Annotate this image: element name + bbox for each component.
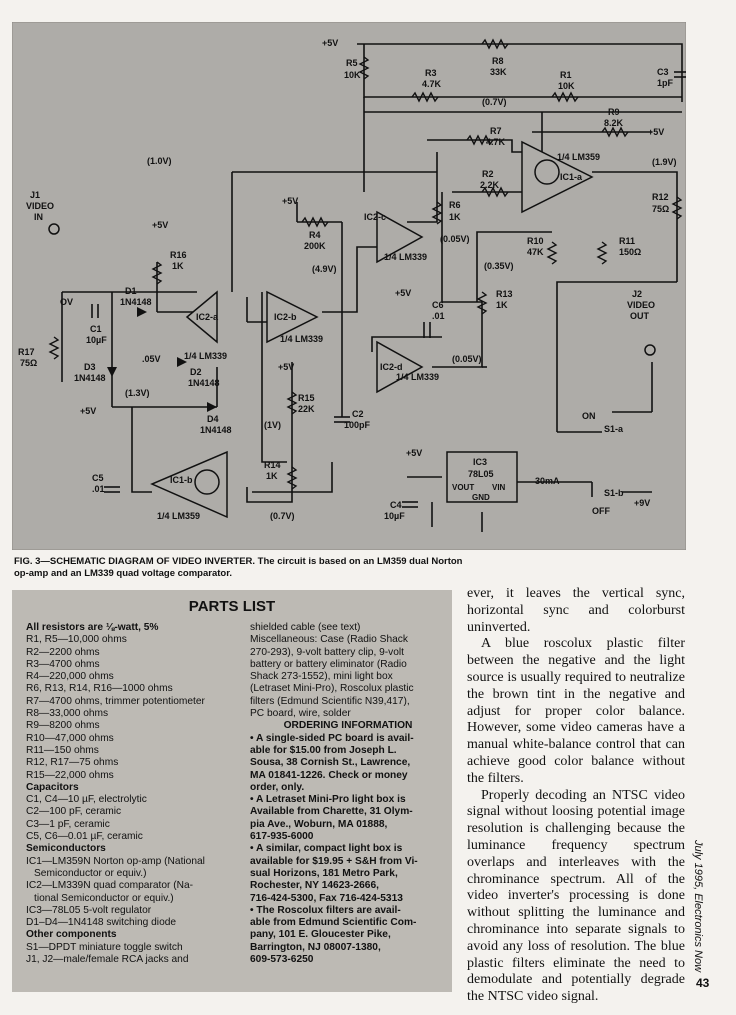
label-r17: R17 — [18, 347, 35, 357]
label-r10-value: 47K — [527, 247, 544, 257]
right-line: Sousa, 38 Cornish St., Lawrence, — [250, 757, 411, 769]
label-current-30ma: 30mA — [535, 476, 560, 486]
label-d3-value: 1N4148 — [74, 373, 106, 383]
left-line: Semiconductor or equiv.) — [34, 867, 147, 879]
label-ic3-gnd: GND — [472, 493, 490, 502]
label-lm339-a: 1/4 LM339 — [184, 351, 228, 361]
label-j2: J2 — [632, 289, 643, 299]
right-line: able from Edmund Scientific Com- — [250, 917, 417, 929]
label-j1: J1 — [30, 190, 41, 200]
label-voltage-1: (1V) — [264, 420, 282, 430]
label-ic1b: IC1-b — [170, 475, 193, 485]
label-r14-value: 1K — [266, 471, 278, 481]
label-r4-value: 200K — [304, 241, 326, 251]
label-r1: R1 — [560, 70, 572, 80]
label-s1a: S1-a — [604, 424, 624, 434]
left-line: R7—4700 ohms, trimmer potentiometer — [26, 695, 205, 707]
right-line: Barrington, NJ 08007-1380, — [250, 941, 381, 953]
page-number: 43 — [696, 976, 710, 990]
left-line: Capacitors — [26, 781, 79, 793]
left-line: R11—150 ohms — [26, 744, 99, 756]
label-j2-video: VIDEO — [627, 300, 656, 310]
left-line: S1—DPDT miniature toggle switch — [26, 941, 183, 953]
label-lm339-c: 1/4 LM339 — [384, 252, 428, 262]
right-line: shielded cable (see text) — [250, 622, 361, 633]
right-line: sual Horizons, 181 Metro Park, — [250, 867, 398, 879]
left-line: R1, R5—10,000 ohms — [26, 634, 127, 646]
left-line: J1, J2—male/female RCA jacks and — [26, 954, 189, 966]
label-vcc-r4: +5V — [282, 196, 299, 206]
label-d4-value: 1N4148 — [200, 425, 232, 435]
right-line: • A Letraset Mini-Pro light box is — [250, 794, 406, 806]
label-voltage-0-05a: (0.05V) — [440, 234, 470, 244]
figure-caption: FIG. 3—SCHEMATIC DIAGRAM OF VIDEO INVERTER. The circuit is based on an LM359 dual Norton op-amp and an LM339 quad voltage comparator. — [14, 556, 463, 579]
running-head: July 1995, Electronics Now — [692, 840, 704, 973]
label-d2-value: 1N4148 — [188, 378, 220, 388]
right-line: 716-424-5300, Fax 716-424-5313 — [250, 892, 403, 904]
label-r12: R12 — [652, 192, 669, 202]
label-c5-value: .01 — [92, 484, 105, 494]
left-line: R9—8200 ohms — [26, 720, 100, 732]
label-r13-value: 1K — [496, 300, 508, 310]
label-vcc-c5: +5V — [80, 406, 97, 416]
label-c6-value: .01 — [432, 311, 445, 321]
label-voltage-1-9: (1.9V) — [652, 157, 677, 167]
label-voltage-4-9: (4.9V) — [312, 264, 337, 274]
label-c3-value: 1pF — [657, 78, 674, 88]
left-line: R12, R17—75 ohms — [26, 757, 119, 769]
label-j1-in: IN — [34, 212, 43, 222]
j2-jack-symbol — [645, 345, 655, 355]
label-j2-out: OUT — [630, 311, 649, 321]
article-paragraph: Properly decoding an NTSC video signal without loosing potential image resolution is challenging because the luminance frequency spectrum overlaps and interleaves with the chrominance spectrum. All of the video inverter's processing is done without splitting the luminance and chrominance into separate signals to avoid any loss of resolution. The blue plastic filters eliminate the need to demodulate and potentially degrade the NTSC video signal. — [467, 787, 685, 1005]
left-line: C1, C4—10 µF, electrolytic — [26, 794, 147, 806]
label-voltage-0-7a: (0.7V) — [482, 97, 507, 107]
label-lm339-d: 1/4 LM339 — [396, 372, 440, 382]
label-c1-value: 10µF — [86, 335, 107, 345]
label-r16: R16 — [170, 250, 187, 260]
left-line: R10—47,000 ohms — [26, 732, 114, 744]
label-r5: R5 — [346, 58, 358, 68]
right-line: available for $19.95 + S&H from Vi- — [250, 855, 418, 867]
label-lm339-b: 1/4 LM339 — [280, 334, 324, 344]
label-r15-value: 22K — [298, 404, 315, 414]
label-r4: R4 — [309, 230, 321, 240]
label-r7: R7 — [490, 126, 502, 136]
label-r9-value: 8.2K — [604, 118, 624, 128]
label-r8-value: 33K — [490, 67, 507, 77]
label-vcc-r9: +5V — [648, 127, 665, 137]
right-line: • The Roscolux filters are avail- — [250, 904, 401, 916]
schematic-diagram — [12, 22, 686, 550]
right-line: MA 01841-1226. Check or money — [250, 769, 408, 781]
label-vcc-r15: +5V — [278, 362, 295, 372]
label-on: ON — [582, 411, 596, 421]
label-voltage-05: .05V — [142, 354, 161, 364]
label-r6-value: 1K — [449, 212, 461, 222]
label-r3: R3 — [425, 68, 437, 78]
label-r17-value: 75Ω — [20, 358, 38, 368]
left-line: IC2—LM339N quad comparator (Na- — [26, 880, 194, 892]
schematic-background — [12, 22, 686, 550]
left-line: Other components — [26, 929, 117, 941]
label-ov: OV — [60, 297, 74, 307]
label-vbatt: +9V — [634, 498, 651, 508]
article-paragraph: ever, it leaves the vertical sync, horizontal sync and colorburst uninverted. — [467, 586, 685, 635]
label-c2: C2 — [352, 409, 364, 419]
label-r11: R11 — [619, 236, 636, 246]
label-vcc-c6: +5V — [395, 288, 412, 298]
label-voltage-0-05b: (0.05V) — [452, 354, 482, 364]
label-ic2d: IC2-d — [380, 362, 403, 372]
left-line: R15—22,000 ohms — [26, 769, 114, 781]
right-line: filters (Edmund Scientific N39,417), — [250, 695, 410, 707]
article-body — [467, 586, 685, 1006]
label-d2: D2 — [190, 367, 202, 377]
label-voltage-0-35: (0.35V) — [484, 261, 514, 271]
left-line: D1–D4—1N4148 switching diode — [26, 917, 177, 929]
label-ic3-vout: VOUT — [452, 483, 475, 492]
right-line: Rochester, NY 14623-2666, — [250, 880, 379, 892]
ic1b-current-source — [195, 470, 219, 494]
right-line: battery or battery eliminator (Radio — [250, 658, 407, 670]
left-line: R6, R13, R14, R16—1000 ohms — [26, 683, 173, 695]
label-r1-value: 10K — [558, 81, 575, 91]
schematic-figure — [12, 22, 686, 550]
label-vcc-r16: +5V — [152, 220, 169, 230]
left-line: IC1—LM359N Norton op-amp (National — [26, 855, 205, 867]
label-off: OFF — [592, 506, 610, 516]
parts-list-right-column — [250, 622, 446, 966]
label-r7-value: 4.7K — [486, 137, 506, 147]
ic1a-current-source — [535, 160, 559, 184]
label-d3: D3 — [84, 362, 96, 372]
article-paragraph: A blue roscolux plastic filter between the negative and the light source is usually required to neutralize the brown tint in the negative and adjust for proper color balance. However, some video cameras have a manual white-balance control that can achieve good color balance without the filters. — [467, 636, 685, 786]
left-line: Semiconductors — [26, 843, 106, 855]
right-line: order, only. — [250, 781, 305, 793]
label-c4-value: 10µF — [384, 511, 405, 521]
label-voltage-1-3: (1.3V) — [125, 388, 150, 398]
label-lm359-top: 1/4 LM359 — [557, 152, 601, 162]
right-line: able for $15.00 from Joseph L. — [250, 744, 397, 756]
label-ic3-value: 78L05 — [468, 469, 494, 479]
label-lm359-bottom: 1/4 LM359 — [157, 511, 201, 521]
right-line: (Letraset Mini-Pro), Roscolux plastic — [250, 683, 414, 695]
label-r13: R13 — [496, 289, 513, 299]
right-line: Available from Charette, 31 Olym- — [250, 806, 413, 818]
label-d4: D4 — [207, 414, 219, 424]
label-ic2c: IC2-c — [364, 212, 387, 222]
parts-list-left-column — [26, 622, 256, 966]
left-line: tional Semiconductor or equiv.) — [34, 892, 174, 904]
label-s1b: S1-b — [604, 488, 624, 498]
label-r9: R9 — [608, 107, 620, 117]
label-r2: R2 — [482, 169, 494, 179]
right-line: 609-573-6250 — [250, 954, 314, 966]
parts-list-box — [12, 590, 452, 992]
label-d1-value: 1N4148 — [120, 297, 152, 307]
label-voltage-1-0: (1.0V) — [147, 156, 172, 166]
label-c3: C3 — [657, 67, 669, 77]
right-line: • A single-sided PC board is avail- — [250, 732, 414, 744]
parts-list-title: PARTS LIST — [188, 598, 276, 615]
label-r6: R6 — [449, 200, 461, 210]
right-line: Miscellaneous: Case (Radio Shack — [250, 634, 408, 646]
label-r14: R14 — [264, 460, 281, 470]
label-ic1a: IC1-a — [560, 172, 583, 182]
left-line: C3—1 pF, ceramic — [26, 818, 110, 830]
label-c2-value: 100pF — [344, 420, 371, 430]
j1-jack-symbol — [49, 224, 59, 234]
right-line: • A similar, compact light box is — [250, 843, 403, 855]
right-line: 617-935-6000 — [250, 831, 314, 843]
left-line: IC3—78L05 5-volt regulator — [26, 904, 152, 916]
label-ic3: IC3 — [473, 457, 488, 467]
label-vcc-ic3: +5V — [406, 448, 423, 458]
left-line: C5, C6—0.01 µF, ceramic — [26, 831, 143, 843]
label-voltage-0-7b: (0.7V) — [270, 511, 295, 521]
label-ic2b: IC2-b — [274, 312, 297, 322]
right-line: pany, 101 E. Gloucester Pike, — [250, 929, 391, 941]
label-r2-value: 2.2K — [480, 180, 500, 190]
label-r16-value: 1K — [172, 261, 184, 271]
label-c1: C1 — [90, 324, 102, 334]
label-ic2a: IC2-a — [196, 312, 219, 322]
right-line: Shack 273-1552), mini light box — [250, 671, 393, 683]
label-r8: R8 — [492, 56, 504, 66]
left-line: R2—2200 ohms — [26, 646, 100, 658]
label-r15: R15 — [298, 393, 315, 403]
label-c6: C6 — [432, 300, 444, 310]
right-line: 270-293), 9-volt battery clip, 9-volt — [250, 646, 405, 658]
label-c4: C4 — [390, 500, 402, 510]
label-j1-video: VIDEO — [26, 201, 55, 211]
right-line: PC board, wire, solder — [250, 708, 351, 720]
label-r11-value: 150Ω — [619, 247, 642, 257]
label-vcc-top: +5V — [322, 38, 339, 48]
left-line: R3—4700 ohms — [26, 658, 100, 670]
right-line: pia Ave., Woburn, MA 01888, — [250, 818, 388, 830]
label-d1: D1 — [125, 286, 137, 296]
left-line: All resistors are ⅛-watt, 5% — [26, 622, 159, 633]
right-line: ORDERING INFORMATION — [283, 720, 413, 732]
label-r3-value: 4.7K — [422, 79, 442, 89]
label-ic3-vin: VIN — [492, 483, 506, 492]
label-r10: R10 — [527, 236, 544, 246]
left-line: R8—33,000 ohms — [26, 708, 109, 720]
label-r12-value: 75Ω — [652, 204, 670, 214]
label-r5-value: 10K — [344, 70, 361, 80]
left-line: R4—220,000 ohms — [26, 671, 114, 683]
label-c5: C5 — [92, 473, 104, 483]
left-line: C2—100 pF, ceramic — [26, 806, 122, 818]
